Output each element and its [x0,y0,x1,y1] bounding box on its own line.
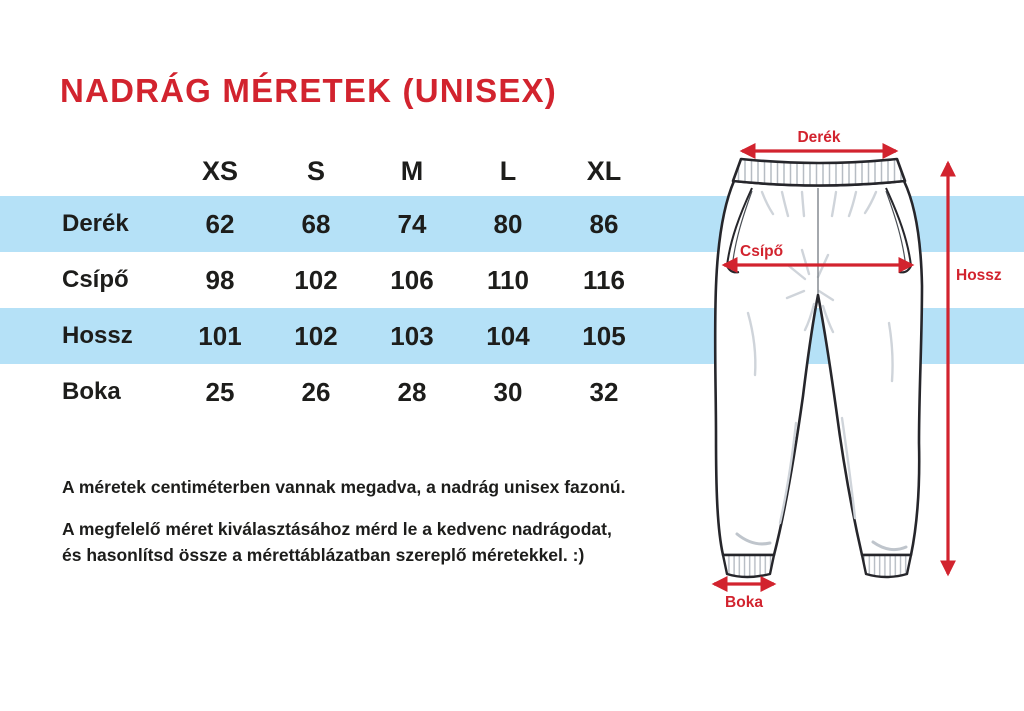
ankle-arrow-label: Boka [725,594,763,611]
length-s: 102 [294,320,338,351]
waist-s: 68 [301,208,331,239]
note-units: A méretek centiméterben vannak megadva, a nadrág unisex fazonú. [62,477,626,497]
hip-xl: 116 [583,264,625,295]
note-howto-line2: és hasonlítsd össze a mérettáblázatban szereplő méretekkel. :) [62,545,585,565]
row-label-hip: Csípő [62,266,129,293]
waist-m: 74 [397,208,427,239]
column-header-s: S [306,155,325,186]
row-label-length: Hossz [62,322,133,349]
hip-m: 106 [390,264,434,295]
waist-xl: 86 [589,208,619,239]
column-header-xs: XS [201,155,239,186]
pants-diagram [690,118,1024,618]
waist-xs: 62 [205,208,235,239]
page-title: NADRÁG MÉRETEK (UNISEX) [60,72,557,109]
column-header-xl: XL [586,155,622,186]
length-xs: 101 [198,320,242,351]
hip-xs: 98 [205,264,235,295]
hip-l: 110 [487,264,529,295]
cuff-left [723,555,774,577]
length-arrow-label: Hossz [956,267,1002,284]
ankle-m: 28 [397,376,427,407]
row-label-ankle: Boka [62,378,121,405]
ankle-s: 26 [301,376,331,407]
column-header-m: M [400,155,424,186]
length-m: 103 [390,320,434,351]
length-l: 104 [486,320,530,351]
cuff-right [862,555,911,577]
column-header-l: L [499,155,517,186]
ankle-xl: 32 [589,376,619,407]
waist-l: 80 [493,208,523,239]
length-xl: 105 [582,320,626,351]
note-howto [62,516,612,568]
hip-s: 102 [294,264,338,295]
pants-outline [715,159,922,577]
ankle-xs: 25 [205,376,235,407]
hip-arrow-label: Csípő [740,243,784,260]
waistband [733,159,905,186]
ankle-l: 30 [493,376,523,407]
waist-arrow-label: Derék [797,129,841,146]
row-label-waist: Derék [62,210,129,237]
note-howto-line1: A megfelelő méret kiválasztásához mérd le a kedvenc nadrágodat, [62,519,612,539]
